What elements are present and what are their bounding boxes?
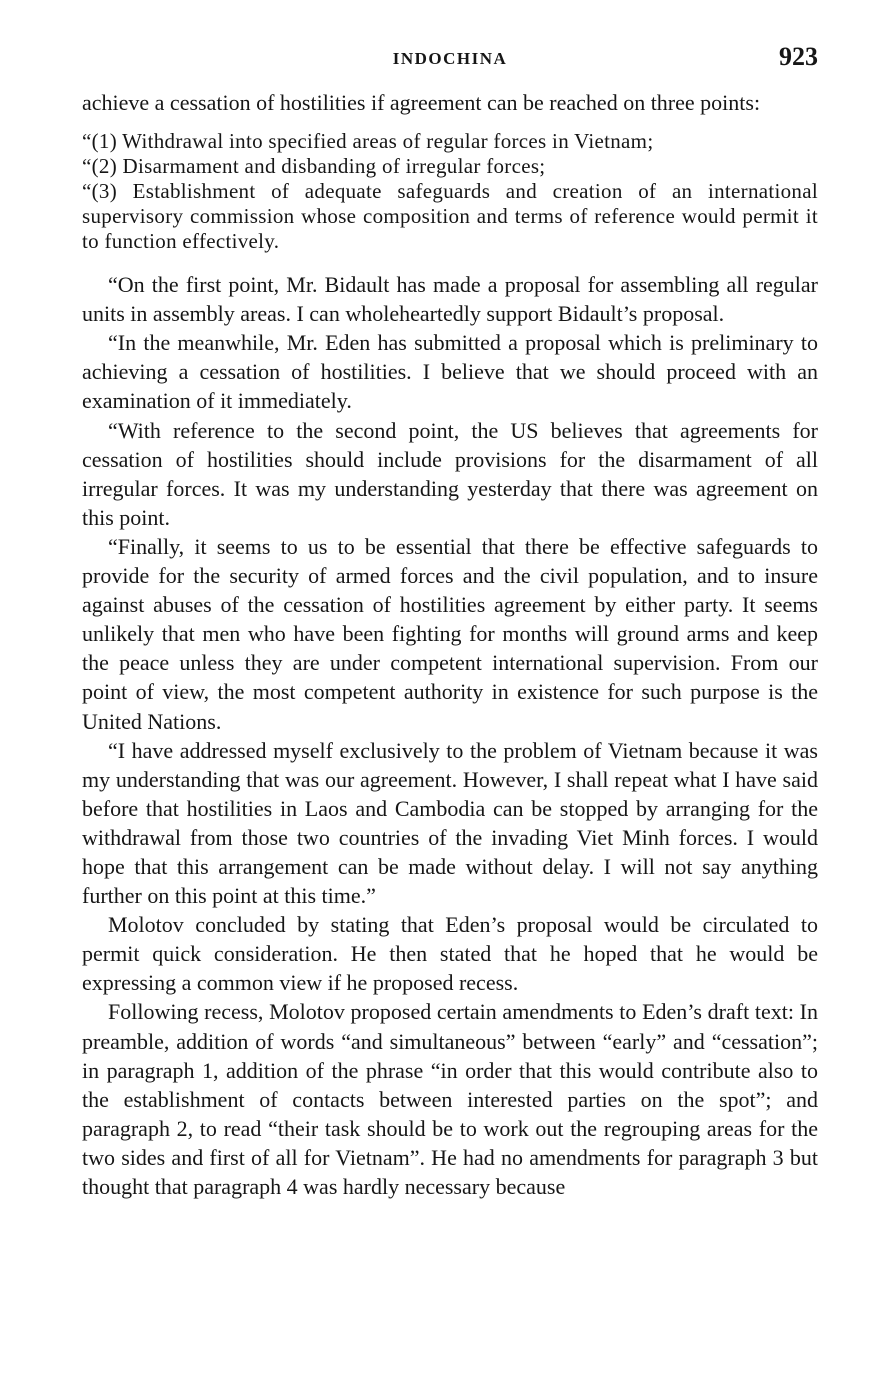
- opening-paragraph: achieve a cessation of hostilities if agreement can be reached on three points:: [82, 90, 761, 115]
- running-header: [82, 44, 818, 74]
- running-title: INDOCHINA: [392, 49, 508, 68]
- point-2: “(2) Disarmament and disbanding of irregular forces;: [82, 154, 546, 179]
- paragraph-amendments: Following recess, Molotov proposed certain amendments to Eden’s draft text: In preamble, addition of words “and simultaneous” between “early” and “cessation”; in paragraph 1, addition of the phrase “in order that this would contribute also to the establishment of contacts between interested parties on the spot”; and paragraph 2, to read “their task should be to work out the regrouping areas for the two sides and first of all for Vietnam”. He had no amendments for paragraph 3 but thought that paragraph 4 was hardly necessary because: [82, 999, 818, 1199]
- point-1: “(1) Withdrawal into specified areas of regular forces in Vietnam;: [82, 129, 654, 154]
- numbered-points: [82, 129, 818, 254]
- point-3: “(3) Establishment of adequate safeguards and creation of an international supervisory commission whose composition and terms of reference would permit it to function effectively.: [82, 179, 818, 254]
- paragraph-eden-proposal: “In the meanwhile, Mr. Eden has submitted a proposal which is preliminary to achieving a cessation of hostilities. I believe that we should proceed with an examination of it immediately.: [82, 330, 818, 414]
- page-number: 923: [779, 42, 818, 71]
- paragraph-molotov-recess: Molotov concluded by stating that Eden’s proposal would be circulated to permit quick consideration. He then stated that he hoped that he would be expressing a common view if he proposed recess.: [82, 912, 818, 996]
- paragraph-first-point: “On the first point, Mr. Bidault has made a proposal for assembling all regular units in assembly areas. I can wholeheartedly support Bidault’s proposal.: [82, 272, 818, 327]
- paragraph-safeguards: “Finally, it seems to us to be essential that there be effective safeguards to provide for the security of armed forces and the civil population, and to insure against abuses of the cessation of hostilities agreement by either party. It seems unlikely that men who have been fighting for months will ground arms and keep the peace unless they are under competent international supervision. From our point of view, the most competent authority in existence for such purpose is the United Nations.: [82, 533, 818, 734]
- paragraph-second-point: “With reference to the second point, the US believes that agreements for cessation of hostilities should include provisions for the disarmament of all irregular forces. It was my understanding yesterday that there was agreement on this point.: [82, 417, 818, 530]
- paragraph-laos-cambodia: “I have addressed myself exclusively to the problem of Vietnam because it was my understanding that was our agreement. However, I shall repeat what I have said before that hostilities in Laos and Cambodia can be stopped by arranging for the withdrawal from those two countries of the invading Viet Minh forces. I would hope that this arrangement can be made without delay. I will not say anything further on this point at this time.”: [82, 737, 818, 909]
- body-text: [82, 88, 818, 1201]
